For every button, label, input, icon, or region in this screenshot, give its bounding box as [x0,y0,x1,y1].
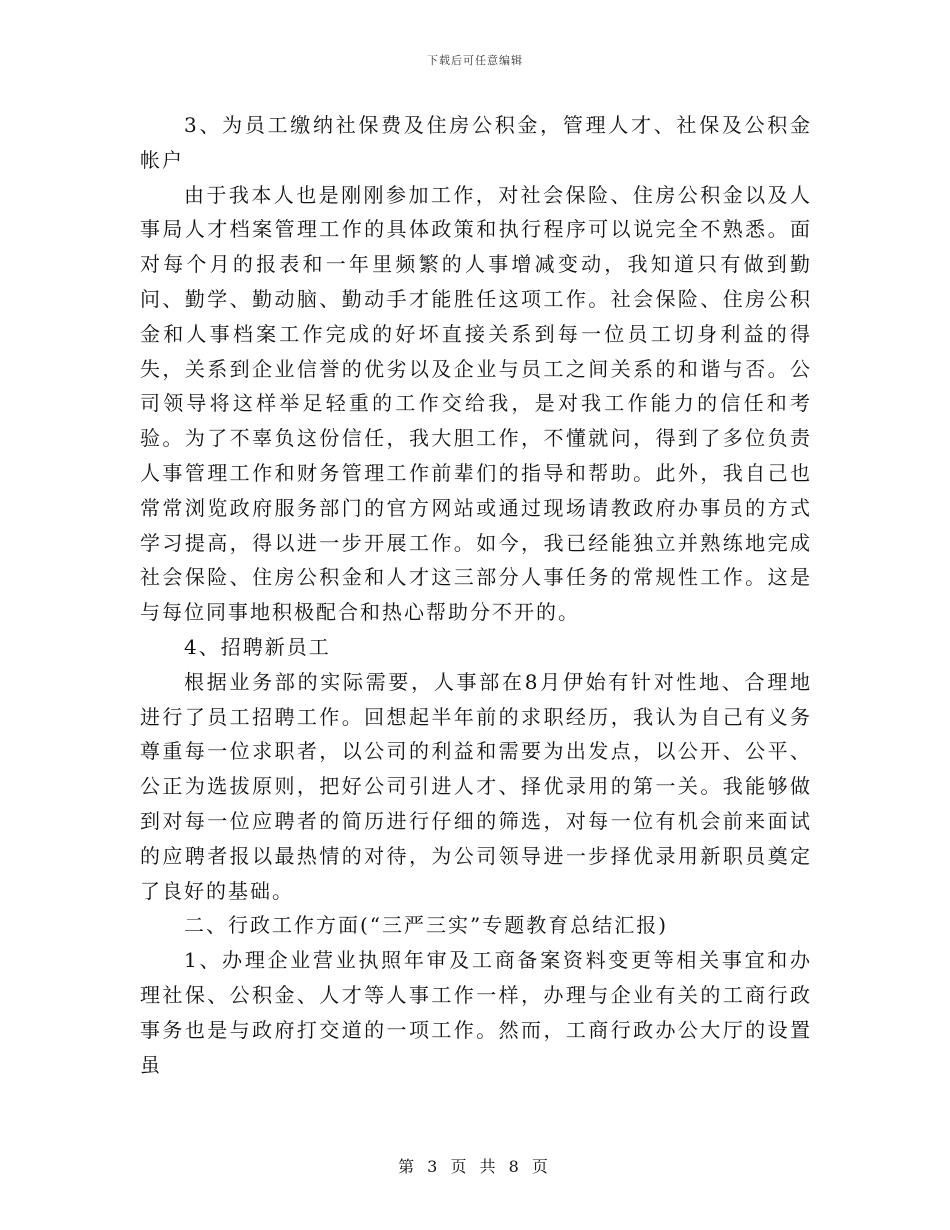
paragraph-business-license: 1、办理企业营业执照年审及工商备案资料变更等相关事宜和办理社保、公积金、人才等人事工作一样，办理与企业有关的工商行政事务也是与政府打交道的一项工作。然而，工商行政办公大厅的设置虽 [140,948,812,1077]
paragraph-recruitment: 根据业务部的实际需要，人事部在8月伊始有针对性地、合理地进行了员工招聘工作。回想起半年前的求职经历，我认为自己有义务尊重每一位求职者，以公司的利益和需要为出发点，以公开、公平、公正为选拔原则，把好公司引进人才、择优录用的第一关。我能够做到对每一位应聘者的简历进行仔细的筛选，对每一位有机会前来面试的应聘者报以最热情的对待，为公司领导进一步择优录用新职员奠定了良好的基础。 [140,669,812,903]
paragraph-social-insurance: 由于我本人也是刚刚参加工作，对社会保险、住房公积金以及人事局人才档案管理工作的具体政策和执行程序可以说完全不熟悉。面对每个月的报表和一年里频繁的人事增减变动，我知道只有做到勤问、勤学、勤动脑、勤动手才能胜任这项工作。社会保险、住房公积金和人事档案工作完成的好坏直接关系到每一位员工切身利益的得失，关系到企业信誉的优劣以及企业与员工之间关系的和谐与否。公司领导将这样举足轻重的工作交给我，是对我工作能力的信任和考验。为了不辜负这份信任，我大胆工作，不懂就问，得到了多位负责人事管理工作和财务管理工作前辈们的指导和帮助。此外，我自己也常常浏览政府服务部门的官方网站或通过现场请教政府办事员的方式学习提高，得以进一步开展工作。如今，我已经能独立并熟练地完成社会保险、住房公积金和人才这三部分人事任务的常规性工作。这是与每位同事地积极配合和热心帮助分不开的。 [140,182,812,625]
paragraph-item-3-heading: 3、为员工缴纳社保费及住房公积金，管理人才、社保及公积金帐户 [140,113,812,172]
section-heading-admin: 二、行政工作方面(“三严三实”专题教育总结汇报) [184,913,669,938]
paragraph-item-4-heading: 4、招聘新员工 [184,634,331,659]
page-header: 下载后可任意编辑 [427,54,523,67]
document-body [140,108,812,1082]
page-number-footer: 第 3 页 共 8 页 [398,1157,552,1176]
